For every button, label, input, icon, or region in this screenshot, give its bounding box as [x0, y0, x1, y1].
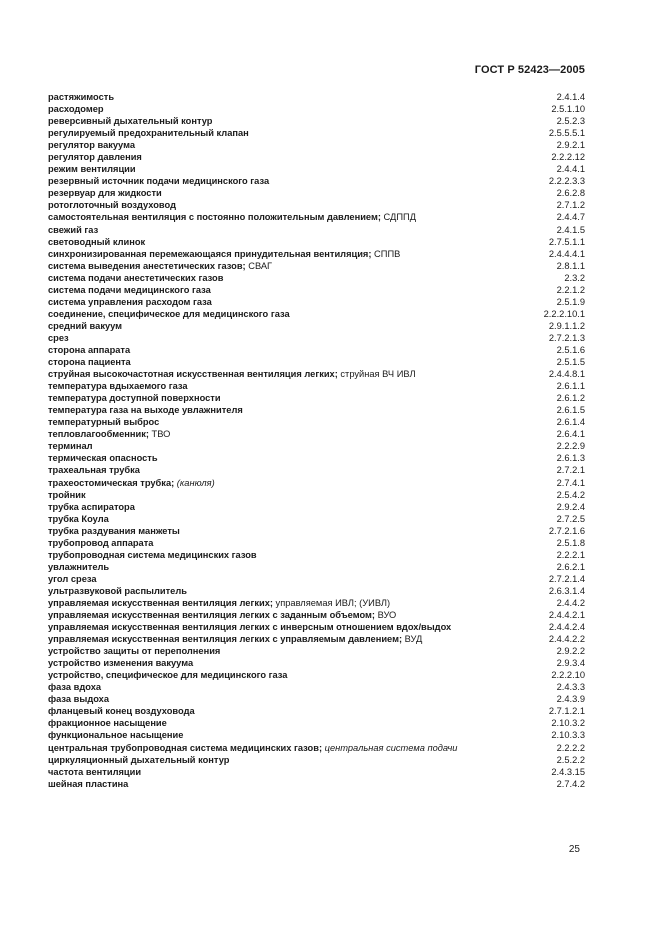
index-term: устройство изменения вакуума: [48, 658, 194, 669]
index-entry-text: [48, 380, 549, 392]
index-term-abbreviation: СВАГ: [245, 260, 273, 271]
index-section-ref: 2.5.1.10: [551, 104, 585, 115]
index-section-ref: 2.6.4.1: [556, 429, 585, 440]
index-section-ref: 2.6.1.1: [556, 381, 585, 392]
index-entry: [48, 633, 585, 645]
index-entry-text: [48, 742, 549, 754]
index-entry: [48, 645, 585, 657]
index-section-ref: 2.2.2.10.1: [543, 308, 585, 319]
index-entry-text: [48, 778, 549, 790]
index-entry: [48, 163, 585, 175]
index-section-ref: 2.5.1.9: [556, 296, 585, 307]
index-section-ref: 2.2.2.12: [551, 152, 585, 163]
index-term: система выведения анестетических газов;: [48, 260, 246, 271]
index-term: управляемая искусственная вентиляция легких;: [48, 597, 273, 608]
index-entry: [48, 537, 585, 549]
index-entry-text: [48, 633, 541, 645]
index-term: режим вентиляции: [48, 164, 136, 175]
index-term: ультразвуковой распылитель: [48, 585, 187, 596]
index-entry-text: [48, 537, 549, 549]
index-section-ref: 2.6.1.3: [556, 453, 585, 464]
index-entry: [48, 585, 585, 597]
index-section-ref: 2.10.3.3: [551, 730, 585, 741]
index-entry: [48, 742, 585, 754]
index-section-ref: 2.4.3.9: [556, 694, 585, 705]
index-term: струйная высокочастотная искусственная вентиляция легких;: [48, 369, 338, 380]
index-term: тройник: [48, 489, 86, 500]
index-entry-text: [48, 320, 541, 332]
index-entry-text: [48, 392, 549, 404]
index-section-ref: 2.6.1.5: [556, 405, 585, 416]
index-term: температура доступной поверхности: [48, 393, 221, 404]
index-entry-text: [48, 621, 541, 633]
index-section-ref: 2.5.1.5: [556, 357, 585, 368]
index-entry-text: [48, 284, 549, 296]
index-term: растяжимость: [48, 92, 115, 102]
index-entry-text: [48, 549, 549, 561]
index-entry-text: [48, 356, 549, 368]
index-entry: [48, 368, 585, 380]
index-section-ref: 2.2.2.2: [556, 742, 585, 753]
index-entry-text: [48, 754, 549, 766]
index-entry-text: [48, 477, 549, 489]
index-entry: [48, 657, 585, 669]
index-entry-text: [48, 513, 549, 525]
index-entry-text: [48, 139, 549, 151]
index-term-abbreviation: СДППД: [380, 212, 417, 223]
index-term: управляемая искусственная вентиляция легких с управляемым давлением;: [48, 634, 403, 645]
index-term: система управления расходом газа: [48, 296, 212, 307]
index-entry: [48, 139, 585, 151]
index-entry: [48, 392, 585, 404]
index-term-synonym: центральная система подачи: [322, 742, 458, 753]
index-entry: [48, 211, 585, 223]
index-entry: [48, 260, 585, 272]
index-entry: [48, 284, 585, 296]
index-term: термическая опасность: [48, 453, 158, 464]
index-entry: [48, 296, 585, 308]
index-entry-text: [48, 645, 549, 657]
index-entry-text: [48, 669, 543, 681]
index-term-abbreviation: ТВО: [148, 429, 171, 440]
index-section-ref: 2.7.1.2: [556, 200, 585, 211]
index-term: управляемая искусственная вентиляция легких с заданным объемом;: [48, 610, 375, 621]
index-section-ref: 2.3.2: [564, 272, 585, 283]
index-term: реверсивный дыхательный контур: [48, 116, 213, 127]
index-entry-text: [48, 91, 549, 103]
index-section-ref: 2.6.3.1.4: [548, 585, 585, 596]
index-term: устройство, специфическое для медицинского газа: [48, 670, 288, 681]
index-entry-text: [48, 416, 549, 428]
index-term: температура газа на выходе увлажнителя: [48, 405, 243, 416]
index-entry: [48, 609, 585, 621]
index-entry-text: [48, 489, 549, 501]
index-term: трахеостомическая трубка;: [48, 477, 175, 488]
index-entry: [48, 464, 585, 476]
index-entry: [48, 175, 585, 187]
index-entry: [48, 332, 585, 344]
index-entry: [48, 549, 585, 561]
index-entry-text: [48, 103, 543, 115]
index-entry: [48, 320, 585, 332]
index-section-ref: 2.4.4.1: [556, 164, 585, 175]
index-entry-text: [48, 248, 541, 260]
index-entry-text: [48, 428, 549, 440]
index-term: резервуар для жидкости: [48, 188, 162, 199]
index-term: соединение, специфическое для медицинского газа: [48, 308, 290, 319]
index-entry-text: [48, 597, 549, 609]
index-term: синхронизированная перемежающаяся принудительная вентиляция;: [48, 248, 372, 259]
index-term: фракционное насыщение: [48, 718, 167, 729]
index-section-ref: 2.9.1.1.2: [548, 320, 585, 331]
index-entry: [48, 693, 585, 705]
index-entry-text: [48, 199, 549, 211]
index-entry-text: [48, 211, 549, 223]
index-entry-text: [48, 404, 549, 416]
index-section-ref: 2.7.2.1.6: [548, 525, 585, 536]
index-section-ref: 2.7.2.1.4: [548, 573, 585, 584]
index-section-ref: 2.6.1.2: [556, 393, 585, 404]
index-entry-text: [48, 187, 549, 199]
index-entry: [48, 681, 585, 693]
index-entry-text: [48, 224, 549, 236]
index-entry-text: [48, 585, 541, 597]
index-section-ref: 2.4.1.4: [556, 92, 585, 102]
index-entry: [48, 428, 585, 440]
index-term: сторона пациента: [48, 357, 131, 368]
index-section-ref: 2.4.3.3: [556, 682, 585, 693]
index-entry: [48, 573, 585, 585]
index-term: фланцевый конец воздуховода: [48, 706, 195, 717]
index-section-ref: 2.9.3.4: [556, 658, 585, 669]
index-term: самостоятельная вентиляция с постоянно положительным давлением;: [48, 212, 381, 223]
index-entry: [48, 404, 585, 416]
index-term: сторона аппарата: [48, 344, 131, 355]
index-section-ref: 2.7.5.1.1: [548, 236, 585, 247]
index-entry-text: [48, 236, 541, 248]
index-section-ref: 2.2.2.9: [556, 441, 585, 452]
index-entry-text: [48, 308, 536, 320]
index-entry-text: [48, 609, 541, 621]
index-section-ref: 2.9.2.4: [556, 501, 585, 512]
index-entry: [48, 729, 585, 741]
index-section-ref: 2.4.4.4.1: [548, 248, 585, 259]
index-term: срез: [48, 332, 69, 343]
index-term: система подачи анестетических газов: [48, 272, 224, 283]
index-entry: [48, 308, 585, 320]
index-term: циркуляционный дыхательный контур: [48, 754, 230, 765]
index-section-ref: 2.2.2.10: [551, 670, 585, 681]
index-entry: [48, 717, 585, 729]
index-entry-text: [48, 501, 549, 513]
index-section-ref: 2.2.2.1: [556, 549, 585, 560]
index-entry: [48, 344, 585, 356]
index-entry-text: [48, 127, 541, 139]
index-entry-text: [48, 440, 549, 452]
index-term: трубопроводная система медицинских газов: [48, 549, 257, 560]
index-term: расходомер: [48, 104, 104, 115]
index-section-ref: 2.8.1.1: [556, 260, 585, 271]
index-entry-text: [48, 693, 549, 705]
index-term: система подачи медицинского газа: [48, 284, 211, 295]
index-section-ref: 2.9.2.2: [556, 646, 585, 657]
index-term: трубка Коула: [48, 513, 109, 524]
index-entry: [48, 778, 585, 790]
index-term: устройство защиты от переполнения: [48, 646, 221, 657]
index-entry: [48, 477, 585, 489]
index-section-ref: 2.4.4.2.4: [548, 622, 585, 633]
index-section-ref: 2.4.3.15: [551, 766, 585, 777]
index-term: угол среза: [48, 573, 97, 584]
index-section-ref: 2.9.2.1: [556, 140, 585, 151]
index-section-ref: 2.5.4.2: [556, 489, 585, 500]
index-section-ref: 2.6.1.4: [556, 417, 585, 428]
index-entry-text: [48, 729, 543, 741]
index-entry: [48, 489, 585, 501]
index-entry-text: [48, 115, 549, 127]
index-term: центральная трубопроводная система медицинских газов;: [48, 742, 323, 753]
index-entry-text: [48, 573, 541, 585]
index-term: регулятор давления: [48, 152, 142, 163]
index-term: ротоглоточный воздуховод: [48, 200, 176, 211]
index-entry: [48, 380, 585, 392]
index-term: управляемая искусственная вентиляция легких с инверсным отношением вдох/выдох: [48, 622, 452, 633]
index-section-ref: 2.5.1.8: [556, 537, 585, 548]
index-entry: [48, 416, 585, 428]
index-entry-text: [48, 561, 549, 573]
index-entry: [48, 705, 585, 717]
index-section-ref: 2.6.2.1: [556, 561, 585, 572]
index-entry-text: [48, 260, 549, 272]
index-entry-text: [48, 717, 543, 729]
index-entry: [48, 224, 585, 236]
index-entry: [48, 127, 585, 139]
index-section-ref: 2.5.2.2: [556, 754, 585, 765]
index-term: регулируемый предохранительный клапан: [48, 128, 249, 139]
index-entry: [48, 151, 585, 163]
index-term: температура вдыхаемого газа: [48, 381, 188, 392]
index-entry: [48, 766, 585, 778]
index-term: фаза вдоха: [48, 682, 102, 693]
index-section-ref: 2.7.4.1: [556, 477, 585, 488]
index-section-ref: 2.2.2.3.3: [548, 176, 585, 187]
index-entry: [48, 513, 585, 525]
document-header: ГОСТ Р 52423—2005: [474, 64, 585, 76]
index-entry-text: [48, 175, 541, 187]
index-entry-text: [48, 766, 543, 778]
index-term: трубопровод аппарата: [48, 537, 154, 548]
index-entry: [48, 236, 585, 248]
index-term: трубка раздувания манжеты: [48, 525, 180, 536]
index-entry: [48, 248, 585, 260]
index-term: функциональное насыщение: [48, 730, 184, 741]
page-number: 25: [568, 844, 580, 855]
index-section-ref: 2.4.4.2.1: [548, 610, 585, 621]
index-section-ref: 2.7.2.5: [556, 513, 585, 524]
index-term: трахеальная трубка: [48, 465, 140, 476]
index-term: средний вакуум: [48, 320, 123, 331]
index-entry-text: [48, 332, 541, 344]
index-entry-text: [48, 657, 549, 669]
index-entry: [48, 440, 585, 452]
index-entry: [48, 91, 585, 103]
index-entry-text: [48, 525, 541, 537]
index-entry-text: [48, 151, 543, 163]
index-entry: [48, 187, 585, 199]
index-section-ref: 2.5.2.3: [556, 116, 585, 127]
index-entry-text: [48, 163, 549, 175]
index-entry-text: [48, 464, 549, 476]
index-entry: [48, 561, 585, 573]
index-term: терминал: [48, 441, 93, 452]
index-section-ref: 2.4.4.2: [556, 597, 585, 608]
index-section-ref: 2.5.1.6: [556, 344, 585, 355]
index-term: фаза выдоха: [48, 694, 110, 705]
index-section-ref: 2.4.1.5: [556, 224, 585, 235]
index-term: частота вентиляции: [48, 766, 142, 777]
index-section-ref: 2.6.2.8: [556, 188, 585, 199]
index-entry-text: [48, 296, 549, 308]
index-section-ref: 2.4.4.2.2: [548, 634, 585, 645]
index-section-ref: 2.7.2.1: [556, 465, 585, 476]
index-term-abbreviation: ВУО: [374, 610, 397, 621]
index-entry: [48, 597, 585, 609]
index-term-abbreviation: управляемая ИВЛ; (УИВЛ): [272, 597, 391, 608]
index-term: свежий газ: [48, 224, 99, 235]
index-term: тепловлагообменник;: [48, 429, 149, 440]
index-section-ref: 2.4.4.8.1: [548, 369, 585, 380]
index-entry-text: [48, 272, 556, 284]
index-section-ref: 2.7.1.2.1: [548, 706, 585, 717]
index-entry: [48, 621, 585, 633]
index-entry: [48, 669, 585, 681]
index-term-synonym: (канюля): [174, 477, 215, 488]
index-term-abbreviation: ВУД: [402, 634, 423, 645]
index-term: температурный выброс: [48, 417, 160, 428]
index-term: резервный источник подачи медицинского газа: [48, 176, 270, 187]
index-section-ref: 2.2.1.2: [556, 284, 585, 295]
index-entry-text: [48, 368, 541, 380]
index-section-ref: 2.10.3.2: [551, 718, 585, 729]
index-entry: [48, 501, 585, 513]
index-term: световодный клинок: [48, 236, 146, 247]
index-entry-text: [48, 452, 549, 464]
index-section-ref: 2.5.5.5.1: [548, 128, 585, 139]
index-section-ref: 2.7.4.2: [556, 778, 585, 789]
index-term: трубка аспиратора: [48, 501, 135, 512]
index-entry-text: [48, 705, 541, 717]
term-index-list: [48, 91, 585, 790]
index-term: увлажнитель: [48, 561, 110, 572]
index-section-ref: 2.7.2.1.3: [548, 332, 585, 343]
index-entry: [48, 754, 585, 766]
index-term: шейная пластина: [48, 778, 129, 789]
index-entry: [48, 115, 585, 127]
index-entry: [48, 356, 585, 368]
index-entry: [48, 272, 585, 284]
index-section-ref: 2.4.4.7: [556, 212, 585, 223]
index-entry: [48, 199, 585, 211]
index-term-abbreviation: СППВ: [371, 248, 401, 259]
index-term: регулятор вакуума: [48, 140, 136, 151]
index-entry-text: [48, 681, 549, 693]
index-entry: [48, 452, 585, 464]
index-entry: [48, 103, 585, 115]
index-entry: [48, 525, 585, 537]
index-term-abbreviation: струйная ВЧ ИВЛ: [337, 369, 416, 380]
index-entry-text: [48, 344, 549, 356]
